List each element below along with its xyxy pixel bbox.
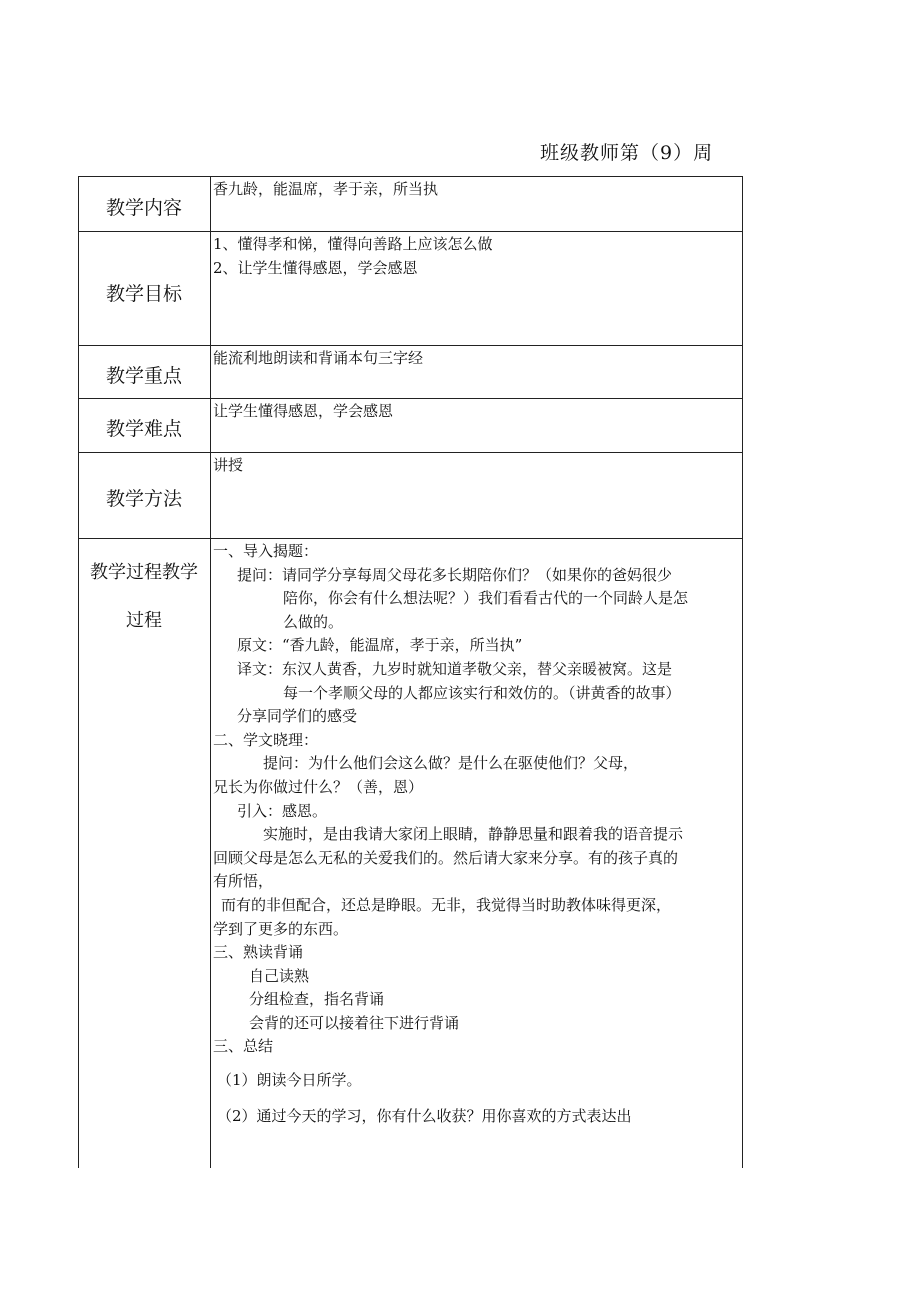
text-line: （2）通过今天的学习，你有什么收获？用你喜欢的方式表达出 [217,1106,632,1125]
text-line: 而有的非但配合，还总是睁眼。无非，我觉得当时助教体味得更深， [221,895,672,914]
text-line: 提问：请同学分享每周父母花多长期陪你们？（如果你的爸妈很少 [237,565,673,584]
row-label-method: 教学方法 [105,488,182,510]
text-line: 原文：“香九龄，能温席，孝于亲，所当执” [237,636,523,655]
text-line: 回顾父母是怎么无私的关爱我们的。然后请大家来分享。有的孩子真的 [213,848,679,867]
text-line: 2、让学生懂得感恩，学会感恩 [213,259,418,277]
text-line: 1、懂得孝和悌，懂得向善路上应该怎么做 [213,235,493,253]
text-line: 让学生懂得感恩，学会感恩 [213,402,394,420]
text-line: 自己读熟 [249,966,310,985]
text-line: 么做的。 [283,612,344,631]
text-line: 三、总结 [213,1037,274,1056]
text-line: 实施时，是由我请大家闭上眼睛，静静思量和跟着我的语音提示 [263,825,684,844]
text-line: 译文：东汉人黄香，九岁时就知道孝敬父亲，替父亲暖被窝。这是 [237,659,673,678]
table-border [78,176,79,1168]
row-label-goals: 教学目标 [105,283,182,305]
text-line: （1）朗读今日所学。 [217,1071,362,1090]
text-line: 三、熟读背诵 [213,943,304,962]
row-label-process: 教学过程教学 [90,562,198,583]
text-line: 分组检查，指名背诵 [249,990,385,1009]
text-line: 一、导入揭题： [213,542,319,560]
text-line: 能流利地朗读和背诵本句三字经 [213,349,424,367]
table-divider [78,538,743,539]
table-border [742,176,743,1168]
text-line: 学到了更多的东西。 [213,919,349,938]
text-line: 二、学文晓理： [213,730,319,749]
text-line: 会背的还可以接着往下进行背诵 [249,1013,460,1032]
text-line: 讲授 [213,456,244,474]
text-line: 引入：感恩。 [237,801,328,820]
lesson-plan-table [78,176,743,1168]
text-line: 陪你，你会有什么想法呢？）我们看看古代的一个同龄人是怎 [283,589,689,608]
table-divider [210,176,211,1168]
row-value-key [213,346,741,370]
text-line: 有所悟， [213,872,274,891]
text-line: 每一个孝顺父母的人都应该实行和效仿的。（讲黄香的故事） [283,683,681,702]
row-value-difficulty [213,399,741,423]
row-label-key: 教学重点 [105,365,182,387]
row-label-process-cont: 过程 [126,610,162,631]
text-line: 兄长为你做过什么？（善，恩） [213,777,424,796]
row-value-process [213,540,741,1128]
text-line: 香九龄，能温席，孝于亲，所当执 [213,180,439,198]
text-line: 分享同学们的感受 [237,707,358,726]
row-label-content: 教学内容 [105,197,182,219]
row-value-method [213,453,741,477]
text-line: 提问：为什么他们会这么做？是什么在驱使他们？父母， [263,754,639,773]
page-title: 班级教师第（9）周 [540,142,714,164]
row-value-content [213,177,741,201]
row-label-difficulty: 教学难点 [105,418,182,440]
row-value-goals [213,232,741,280]
